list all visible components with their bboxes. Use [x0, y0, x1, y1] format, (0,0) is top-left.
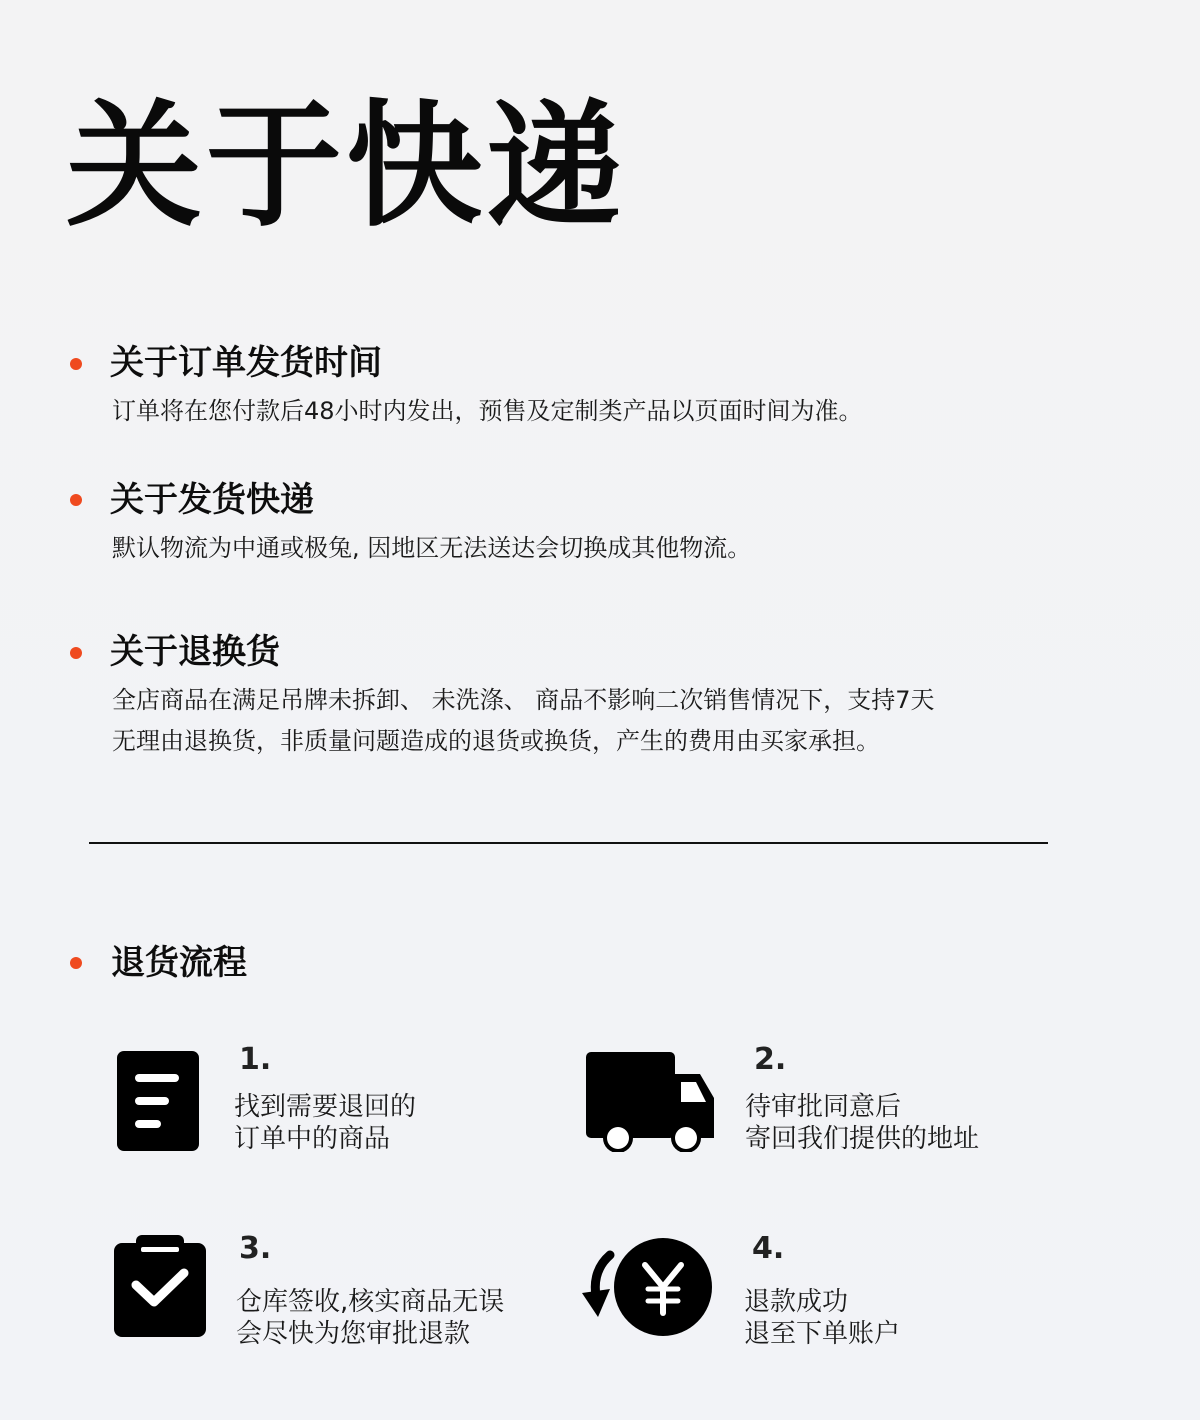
page-title: 关于快递	[66, 88, 626, 246]
step-text: 退款成功	[744, 1287, 849, 1317]
truck-icon	[586, 1052, 716, 1156]
section-text: 全店商品在满足吊牌未拆卸、 未洗涤、 商品不影响二次销售情况下，支持7天	[112, 686, 935, 714]
section-order-shipping-time	[0, 338, 1200, 438]
section-heading: 关于退换货	[110, 632, 280, 672]
section-heading: 关于订单发货时间	[110, 343, 382, 383]
bullet-dot	[70, 358, 82, 370]
step-text: 退至下单账户	[744, 1319, 901, 1349]
step-text: 仓库签收,核实商品无误	[236, 1287, 505, 1317]
step-text: 订单中的商品	[234, 1124, 391, 1154]
section-text: 无理由退换货，非质量问题造成的退货或换货，产生的费用由买家承担。	[112, 727, 880, 755]
bullet-dot	[70, 494, 82, 506]
step-number: 4.	[752, 1231, 785, 1266]
bullet-dot	[70, 647, 82, 659]
section-text: 默认物流为中通或极兔, 因地区无法送达会切换成其他物流。	[112, 534, 752, 562]
step-number: 3.	[239, 1231, 272, 1266]
section-text: 订单将在您付款后48小时内发出，预售及定制类产品以页面时间为准。	[112, 397, 863, 425]
process-step-4	[0, 1229, 1100, 1369]
yen-refund-icon	[580, 1237, 714, 1343]
step-number: 1.	[239, 1042, 272, 1077]
step-number: 2.	[754, 1042, 787, 1077]
process-step-2	[0, 1040, 1100, 1180]
section-return-process	[0, 938, 1200, 998]
step-text: 待审批同意后	[745, 1092, 902, 1122]
section-divider	[89, 842, 1048, 844]
step-text: 寄回我们提供的地址	[745, 1124, 980, 1154]
bullet-dot	[70, 957, 82, 969]
step-text: 会尽快为您审批退款	[236, 1319, 471, 1349]
section-shipping-courier	[0, 478, 1200, 578]
section-returns-exchanges	[0, 630, 1200, 770]
step-text: 找到需要退回的	[234, 1092, 417, 1122]
section-heading: 退货流程	[111, 943, 247, 983]
section-heading: 关于发货快递	[110, 480, 314, 520]
